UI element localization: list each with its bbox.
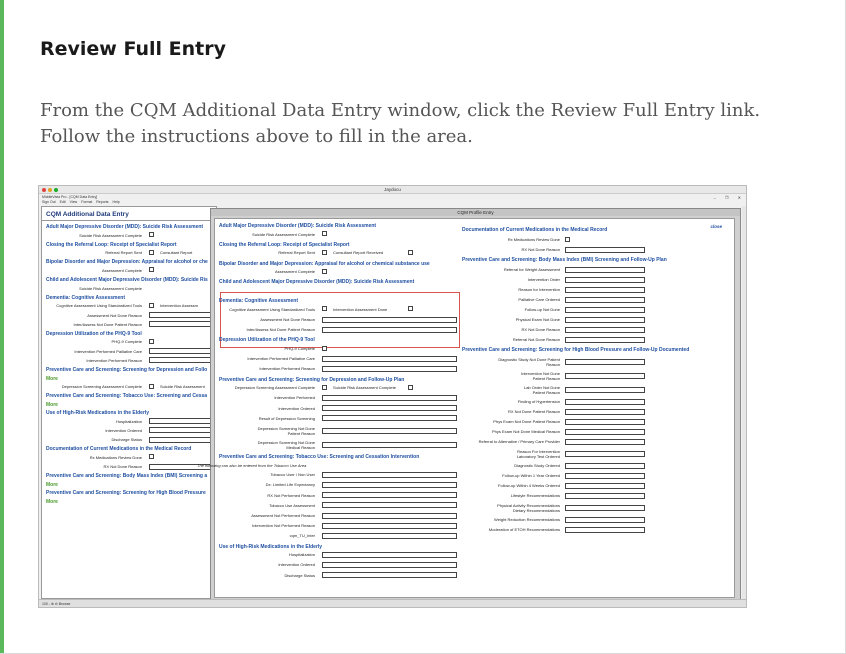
field-label: Referral Report Sent xyxy=(278,250,315,256)
field-label: Intervention Performed Reason xyxy=(86,357,142,363)
checkbox-cognitive-assessment-using-standardized-[interactable] xyxy=(322,306,327,311)
input-reason-for-intervention[interactable] xyxy=(565,287,645,293)
input-palliative-care-ordered[interactable] xyxy=(565,297,645,303)
field-label: Discharge Status xyxy=(284,572,315,578)
panel-title: CQM Additional Data Entry xyxy=(46,211,129,218)
section-heading: Preventive Care and Screening: Screening for Depression and Follo xyxy=(46,367,208,373)
menu-reports[interactable]: Reports xyxy=(96,200,109,204)
field-label: Follow-up Within 4 Weeks Ordered xyxy=(498,483,560,488)
input-referral-to-alternative-primary-care-pro[interactable] xyxy=(565,439,645,445)
input-rx-not-done-reason[interactable] xyxy=(565,327,645,333)
input-hospitalization[interactable] xyxy=(322,552,457,558)
checkbox-depression-screening-assessment-complete[interactable] xyxy=(322,385,327,390)
field-label: RX Not Performed Reason xyxy=(267,492,315,498)
close-link[interactable]: close xyxy=(710,224,722,229)
menu-bar xyxy=(39,200,124,205)
window-controls xyxy=(706,195,741,200)
field-label: Referral for Weight Assessment xyxy=(503,267,560,272)
field-label: Intervention Assessment Done xyxy=(333,306,388,312)
field-label: Intervention Not Performed Reason xyxy=(252,523,315,529)
field-label: Assessment Not Done Reason xyxy=(87,312,142,318)
menu-sign-out[interactable]: Sign Out xyxy=(42,200,56,204)
section-heading: Preventive Care and Screening: Screening for Depression and Follow-Up Plan xyxy=(219,376,405,383)
checkbox-suicide-risk-assessment-complete[interactable] xyxy=(408,385,413,390)
input-intervention-performed-palliative-care[interactable] xyxy=(322,356,457,362)
section-heading: Bipolar Disorder and Major Depression: Appraisal for alcohol or chemical substance use xyxy=(219,260,430,267)
field-label: Inter/Assess Not Done Patient Reason xyxy=(246,327,315,333)
field-label: Reason for Intervention xyxy=(518,287,560,292)
input-phys-exam-not-done-medical-reason[interactable] xyxy=(565,429,645,435)
input-result-of-depression-screening[interactable] xyxy=(322,415,457,421)
field-label: Intervention Performed xyxy=(274,395,315,401)
field-label: Physical Exam Not Done xyxy=(515,317,560,322)
input-reason-for-intervention[interactable] xyxy=(565,451,645,457)
section-heading: Use of High-Risk Medications in the Elderly xyxy=(46,410,150,417)
section-heading: Documentation of Current Medications in the Medical Record xyxy=(462,227,608,233)
field-label: Laboratory Test Ordered xyxy=(516,453,560,459)
input-diagnostic-study-ordered[interactable] xyxy=(565,463,645,469)
checkbox-cognitive-assessment-using-standardized-[interactable] xyxy=(149,303,154,308)
field-label: Consultant Report Received xyxy=(333,250,384,256)
menu-help[interactable]: Help xyxy=(112,200,120,204)
page-title: Review Full Entry xyxy=(40,38,227,60)
input-cqm-tu-inter[interactable] xyxy=(322,533,457,539)
field-label: Follow-up Within 1 Year Ordered xyxy=(502,473,560,478)
instruction-text: From the CQM Additional Data Entry window, click the Review Full Entry link. Follow the instructions above to fill in the area. xyxy=(40,100,761,147)
input-rx-not-done-patient-reason[interactable] xyxy=(565,409,645,415)
field-label: Lifestyle Recommendations xyxy=(510,493,560,498)
field-label: Tobacco User / Non User xyxy=(270,472,315,478)
input-lab-order-not-done[interactable] xyxy=(565,387,645,393)
input-rx-not-done-reason[interactable] xyxy=(565,247,645,253)
field-label: PHQ-9 Complete xyxy=(111,339,142,345)
section-heading: Child and Adolescent Major Depressive Disorder (MDD): Suicide Ris xyxy=(46,277,208,284)
checkbox-suicide-risk-assessment-complete[interactable] xyxy=(149,232,154,237)
field-label: Intervention Ordered xyxy=(278,562,315,568)
input-diagnostic-study-not-done-patient[interactable] xyxy=(565,359,645,365)
checkbox-phq-9-complete[interactable] xyxy=(149,339,154,344)
field-label: Patient Reason xyxy=(287,430,315,436)
input-tobacco-user-non-user[interactable] xyxy=(322,472,457,478)
field-label: Hospitalization xyxy=(288,552,315,558)
field-label: Depression Screening Assessment Complete xyxy=(61,384,142,389)
field-label: Discharge Status xyxy=(111,437,142,443)
input-intervention-performed[interactable] xyxy=(322,395,457,401)
field-label: Diagnostic Study Ordered xyxy=(514,463,560,468)
field-label: Diagnostic Study Not Done Patient xyxy=(498,357,560,362)
field-label: Intervention Ordered xyxy=(105,427,142,433)
field-label: Intervention Performed Palliative Care xyxy=(247,356,315,362)
field-label: RX Not Done Reason xyxy=(521,247,560,252)
input-intervention-performed-reason[interactable] xyxy=(322,366,457,372)
field-label: Finding of Hypertension xyxy=(517,399,560,404)
app-title: MiddleVista Pro - [CQM Data Entry] xyxy=(42,195,98,199)
window-titlebar xyxy=(39,186,746,194)
field-label: RX Not Done Reason xyxy=(521,327,560,332)
section-heading: Preventive Care and Screening: Screening for High Blood Pressure xyxy=(46,490,206,497)
input-dx-limited-life-expectancy[interactable] xyxy=(322,482,457,488)
field-label: Intervention Performed Reason xyxy=(259,366,315,372)
field-label: Patient Reason xyxy=(532,389,560,395)
section-heading: Depression Utilization of the PHQ-9 Tool xyxy=(46,330,142,337)
field-label: Intervention Performed Palliative Care xyxy=(74,348,142,354)
section-heading: Depression Utilization of the PHQ-9 Tool xyxy=(219,337,315,344)
input-referral-for-weight-assessment[interactable] xyxy=(565,267,645,273)
section-heading: Use of High-Risk Medications in the Elderly xyxy=(219,543,323,550)
field-label: Medical Reason xyxy=(286,444,315,450)
field-label: Palliative Care Ordered xyxy=(518,297,560,302)
field-label: Assessment Complete xyxy=(101,267,142,273)
field-label: Moderation of ETOH Recommendations xyxy=(488,527,560,532)
field-label: Suicide Risk Assessment Complete xyxy=(252,231,315,237)
input-depression-screening-not-done[interactable] xyxy=(322,442,457,448)
checkbox-referral-report-sent[interactable] xyxy=(322,250,327,255)
section-heading: Preventive Care and Screening: Screening for High Blood Pressure and Follow-Up Documented xyxy=(462,347,690,353)
close-icon[interactable]: ✕ xyxy=(737,195,741,200)
input-lifestyle-recommendations[interactable] xyxy=(565,493,645,499)
field-label: Intervention Order xyxy=(527,277,560,282)
field-label: Tobacco Use Assessment xyxy=(269,502,315,508)
field-label: Intervention Assessm xyxy=(160,303,199,309)
field-label: Assessment Not Done Reason xyxy=(260,317,315,322)
section-heading: Preventive Care and Screening: Body Mass Index (BMI) Screening and Follow-Up Plan xyxy=(462,257,667,263)
section-heading: Documentation of Current Medications in the Medical Record xyxy=(46,446,192,453)
menu-view[interactable]: View xyxy=(69,200,78,204)
input-finding-of-hypertension[interactable] xyxy=(565,399,645,405)
section-heading: Child and Adolescent Major Depressive Disorder (MDD): Suicide Risk Assessment xyxy=(219,279,415,286)
field-label: Lab Order Not Done xyxy=(523,385,560,390)
menu-format[interactable]: Format xyxy=(81,200,93,204)
section-heading: Dementia: Cognitive Assessment xyxy=(46,294,126,301)
input-depression-screening-not-done[interactable] xyxy=(322,428,457,434)
input-physical-exam-not-done[interactable] xyxy=(565,317,645,323)
field-label: RX Not Done Reason xyxy=(103,464,142,469)
field-label: Depression Screening Assessment Complete xyxy=(234,385,315,391)
minimize-icon[interactable]: – xyxy=(713,195,716,200)
checkbox-phq-9-complete[interactable] xyxy=(322,346,327,351)
checkbox-suicide-risk-assessment-complete[interactable] xyxy=(322,231,327,236)
field-label: Referral Not Done Reason xyxy=(512,337,560,342)
section-heading: Adult Major Depressive Disorder (MDD): Suicide Risk Assessment xyxy=(219,223,377,229)
more-link[interactable]: More xyxy=(46,375,58,382)
input-rx-not-performed-reason[interactable] xyxy=(322,492,457,498)
field-label: Follow-up Not Done xyxy=(524,307,560,312)
field-label: Dietary Recommendations xyxy=(512,507,560,513)
checkbox-intervention-assessment-done[interactable] xyxy=(408,306,413,311)
more-link[interactable]: More xyxy=(46,401,58,408)
dialog-title: CQM Profile Entry xyxy=(211,209,740,216)
checkbox-assessment-complete[interactable] xyxy=(322,269,327,274)
field-label: Result of Depression Screening xyxy=(258,415,315,421)
cqm-additional-data-panel xyxy=(41,206,217,599)
input-inter-assess-not-done-patient-reason[interactable] xyxy=(322,327,457,333)
input-phys-exam-not-done-patient-reason[interactable] xyxy=(565,419,645,425)
accent-rule xyxy=(0,0,4,654)
right-column xyxy=(460,219,736,599)
checkbox-assessment-complete[interactable] xyxy=(149,267,154,272)
field-label: PHQ-9 Complete xyxy=(284,346,315,351)
input-physical-activity-recommendations[interactable] xyxy=(565,505,645,511)
input-follow-up-within-4-weeks-ordered[interactable] xyxy=(565,483,645,489)
section-heading: Dementia: Cognitive Assessment xyxy=(219,298,299,305)
cqm-profile-entry-dialog xyxy=(197,208,741,600)
input-referral-not-done-reason[interactable] xyxy=(565,337,645,343)
field-label: Assessment Not Performed Reason xyxy=(251,513,315,518)
field-label: Suicide Risk Assessment xyxy=(160,384,205,389)
field-label: Referral Report Sent xyxy=(105,250,142,256)
section-heading: Preventive Care and Screening: Tobacco Use: Screening and Cessation Intervention xyxy=(219,454,420,461)
input-moderation-of-etoh-recommendations[interactable] xyxy=(565,527,645,533)
checkbox-depression-screening-assessment-complete[interactable] xyxy=(149,384,154,389)
field-label: RX Not Done Patient Reason xyxy=(507,409,560,414)
field-label: Dx: Limited Life Expectancy xyxy=(265,482,315,488)
menu-edit[interactable]: Edit xyxy=(59,200,66,204)
field-label: Rx Medications Review Done xyxy=(89,454,142,460)
section-heading: Adult Major Depressive Disorder (MDD): Suicide Risk Assessment xyxy=(46,224,204,230)
field-label: Rx Medications Review Done xyxy=(507,237,560,242)
input-intervention-not-done[interactable] xyxy=(565,373,645,379)
dialog-body xyxy=(197,218,735,598)
section-heading: Closing the Referral Loop: Receipt of Specialist Report xyxy=(46,241,177,248)
section-heading: Preventive Care and Screening: Body Mass Index (BMI) Screening a xyxy=(46,473,208,480)
input-weight-reduction-recommendations[interactable] xyxy=(565,517,645,523)
input-follow-up-within-1-year-ordered[interactable] xyxy=(565,473,645,479)
section-heading: Closing the Referral Loop: Receipt of Specialist Report xyxy=(219,241,350,248)
field-label: Suicide Risk Assessment Complete xyxy=(79,285,142,291)
input-assessment-not-performed-reason[interactable] xyxy=(322,513,457,519)
checkbox-consultant-report-received[interactable] xyxy=(408,250,413,255)
field-label: Inter/Assess Not Done Patient Reason xyxy=(73,321,142,327)
field-label: Cognitive Assessment Using Standardized Tools xyxy=(56,303,142,309)
input-follow-up-not-done[interactable] xyxy=(565,307,645,313)
field-label: Reason For Intervention xyxy=(517,449,560,454)
input-intervention-ordered[interactable] xyxy=(322,562,457,568)
field-label: Intervention Ordered xyxy=(278,405,315,411)
field-label: Reason xyxy=(546,361,560,367)
input-assessment-not-done-reason[interactable] xyxy=(322,317,457,323)
field-label: Phys Exam Not Done Medical Reason xyxy=(491,429,560,434)
field-label: Phys Exam Not Done Patient Reason xyxy=(493,419,560,424)
input-intervention-ordered[interactable] xyxy=(322,405,457,411)
window-title: Jaydocu xyxy=(384,187,401,192)
field-label: Depression Screening Not Done xyxy=(257,440,315,446)
status-bar: 100 - ⊕ ⊖ Browse xyxy=(39,599,746,607)
field-label: Physical Activity Recommendations xyxy=(497,503,560,508)
field-label: Cognitive Assessment Using Standardized Tools xyxy=(229,306,315,312)
field-label: Suicide Risk Assessment Complete xyxy=(333,385,396,391)
field-label: Patient Reason xyxy=(532,375,560,381)
checkbox-rx-medications-review-done[interactable] xyxy=(565,237,570,242)
scrollbar[interactable] xyxy=(742,206,746,599)
note-text: The following can also be entered from the Tobacco Use Area xyxy=(197,463,307,468)
screenshot xyxy=(38,185,747,608)
field-label: Referral to Alternative / Primary Care Provider xyxy=(478,439,560,444)
checkbox-referral-report-sent[interactable] xyxy=(149,250,154,255)
field-label: Depression Screening Not Done xyxy=(257,426,315,431)
section-heading: Bipolar Disorder and Major Depression: Appraisal for alcohol or che xyxy=(46,259,208,266)
restore-icon[interactable]: ❐ xyxy=(724,195,729,200)
field-label: Intervention Not Done xyxy=(521,371,560,376)
field-label: Suicide Risk Assessment Complete xyxy=(79,232,142,238)
more-link[interactable]: More xyxy=(46,481,58,488)
field-label: Hospitalization xyxy=(115,418,142,424)
field-label: Weight Reduction Recommendations xyxy=(494,517,560,522)
input-tobacco-use-assessment[interactable] xyxy=(322,502,457,508)
input-discharge-status[interactable] xyxy=(322,572,457,578)
input-intervention-not-performed-reason[interactable] xyxy=(322,523,457,529)
more-link[interactable]: More xyxy=(46,498,58,505)
checkbox-rx-medications-review-done[interactable] xyxy=(149,454,154,459)
field-label: Consultant Report xyxy=(160,250,193,256)
input-intervention-order[interactable] xyxy=(565,277,645,283)
field-label: cqm_TU_Inter xyxy=(289,533,315,539)
field-label: Assessment Complete xyxy=(274,269,315,275)
section-heading: Preventive Care and Screening: Tobacco Use: Screening and Cessa xyxy=(46,393,208,400)
divider xyxy=(42,220,216,221)
